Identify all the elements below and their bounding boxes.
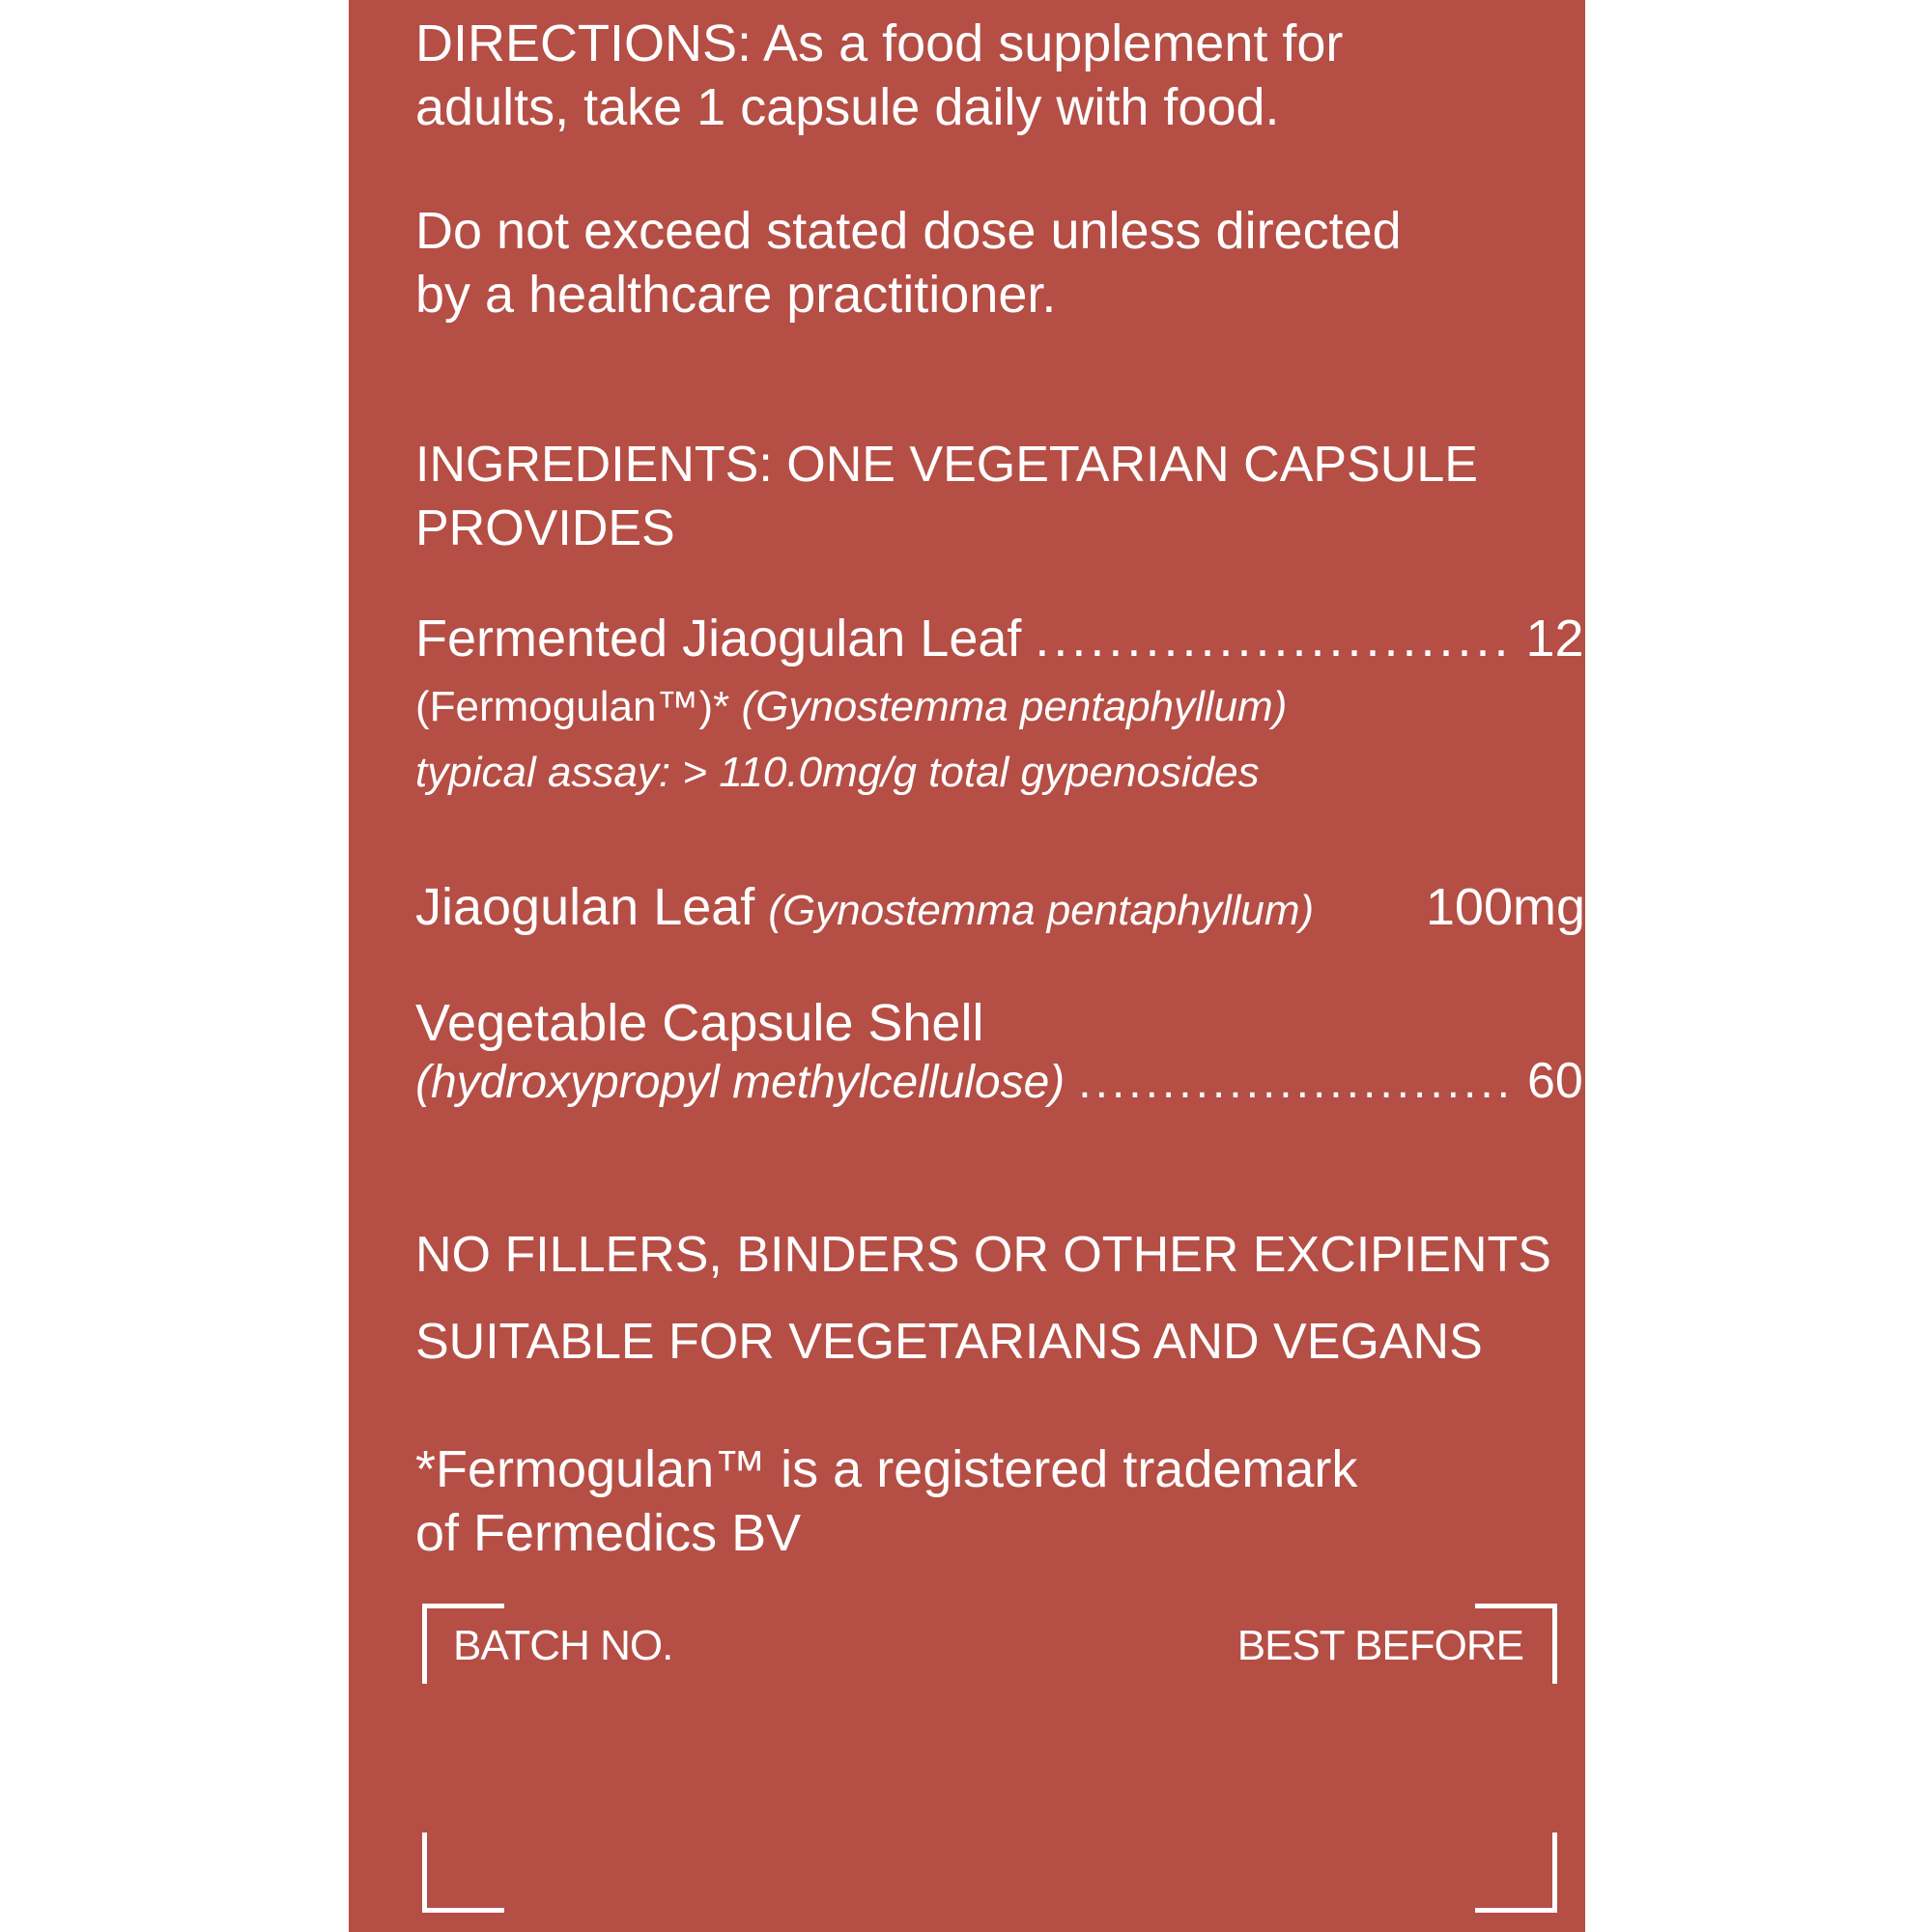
ingredient-name-capsule-shell: Vegetable Capsule Shell [415, 994, 984, 1052]
warning-line-2: by a healthcare practitioner. [415, 266, 1057, 324]
leader-dots: .......................... [1035, 610, 1513, 668]
batch-number-label: BATCH NO. [453, 1622, 673, 1669]
trademark-line-2: of Fermedics BV [415, 1504, 802, 1562]
batch-box-corner-bottom-right [1475, 1833, 1557, 1913]
ingredient-name: Fermented Jiaogulan Leaf [415, 610, 1022, 668]
warning-line-1: Do not exceed stated dose unless directed [415, 202, 1402, 260]
directions-line-1: DIRECTIONS: As a food supplement for [415, 14, 1344, 72]
directions-line-2: adults, take 1 capsule daily with food. [415, 78, 1280, 136]
latin-name: (Gynostemma pentaphyllum) [768, 887, 1315, 934]
leader-dots: .......................... [1078, 1057, 1514, 1108]
latin-name: (Gynostemma pentaphyllum) [741, 683, 1288, 730]
ingredient-detail-line-2: typical assay: > 110.0mg/g total gypenosides [415, 749, 1260, 796]
ingredient-row-fermented-jiaogulan [415, 607, 1686, 670]
ingredients-heading-line-2: PROVIDES [415, 500, 675, 556]
label-panel [349, 0, 1686, 1932]
claim-no-fillers: NO FILLERS, BINDERS OR OTHER EXCIPIENTS [415, 1227, 1551, 1283]
ingredient-amount: 125mg [1525, 610, 1686, 668]
best-before-label: BEST BEFORE [1236, 1622, 1523, 1669]
claim-vegan: SUITABLE FOR VEGETARIANS AND VEGANS [415, 1314, 1483, 1370]
latin-name: (hydroxypropyl methylcellulose) [415, 1057, 1065, 1108]
ingredient-name: Jiaogulan Leaf [415, 878, 755, 936]
ingredient-amount: 100mg [1425, 878, 1585, 936]
ingredient-row-jiaogulan [415, 875, 1585, 943]
ingredient-detail-line-1 [415, 678, 1287, 736]
trademark-line-1: *Fermogulan™ is a registered trademark [415, 1440, 1358, 1498]
ingredient-amount: 60mg [1527, 1053, 1654, 1109]
ingredients-heading-line-1: INGREDIENTS: ONE VEGETARIAN CAPSULE [415, 437, 1478, 493]
batch-box-corner-bottom-left [422, 1833, 504, 1913]
ingredient-row-capsule-shell [415, 1051, 1654, 1113]
trademark-name: (Fermogulan™)* [415, 683, 730, 730]
